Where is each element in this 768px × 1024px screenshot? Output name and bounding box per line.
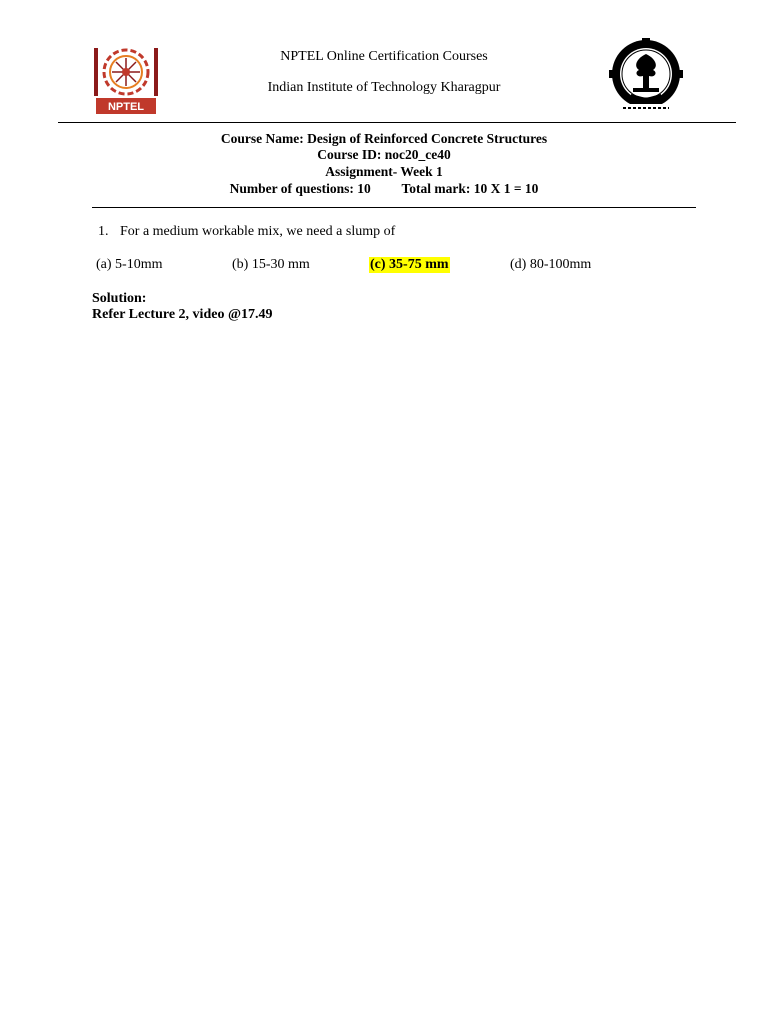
assignment-title: Assignment- Week 1 — [325, 164, 443, 179]
option-b: (b) 15-30 mm — [232, 257, 310, 272]
course-id: Course ID: noc20_ce40 — [317, 147, 451, 162]
course-divider — [92, 207, 696, 208]
header-institute: Indian Institute of Technology Kharagpur — [267, 80, 501, 95]
solution-heading: Solution: — [92, 291, 147, 306]
total-mark: Total mark: 10 X 1 = 10 — [401, 181, 539, 196]
question-number: 1. — [98, 224, 109, 239]
header-title: NPTEL Online Certification Courses — [280, 49, 488, 64]
option-a: (a) 5-10mm — [96, 257, 163, 272]
num-questions: Number of questions: 10 — [229, 181, 371, 196]
option-d: (d) 80-100mm — [510, 257, 592, 272]
iit-kharagpur-emblem-icon — [609, 38, 683, 114]
course-name: Course Name: Design of Reinforced Concrete Structures — [220, 131, 548, 146]
solution-text: Refer Lecture 2, video @17.49 — [92, 307, 273, 322]
question-text: For a medium workable mix, we need a slump of — [120, 224, 396, 239]
option-c-correct: (c) 35-75 mm — [370, 257, 449, 272]
question-stats — [0, 181, 768, 197]
svg-text:NPTEL: NPTEL — [107, 101, 145, 113]
header-divider — [58, 122, 736, 123]
